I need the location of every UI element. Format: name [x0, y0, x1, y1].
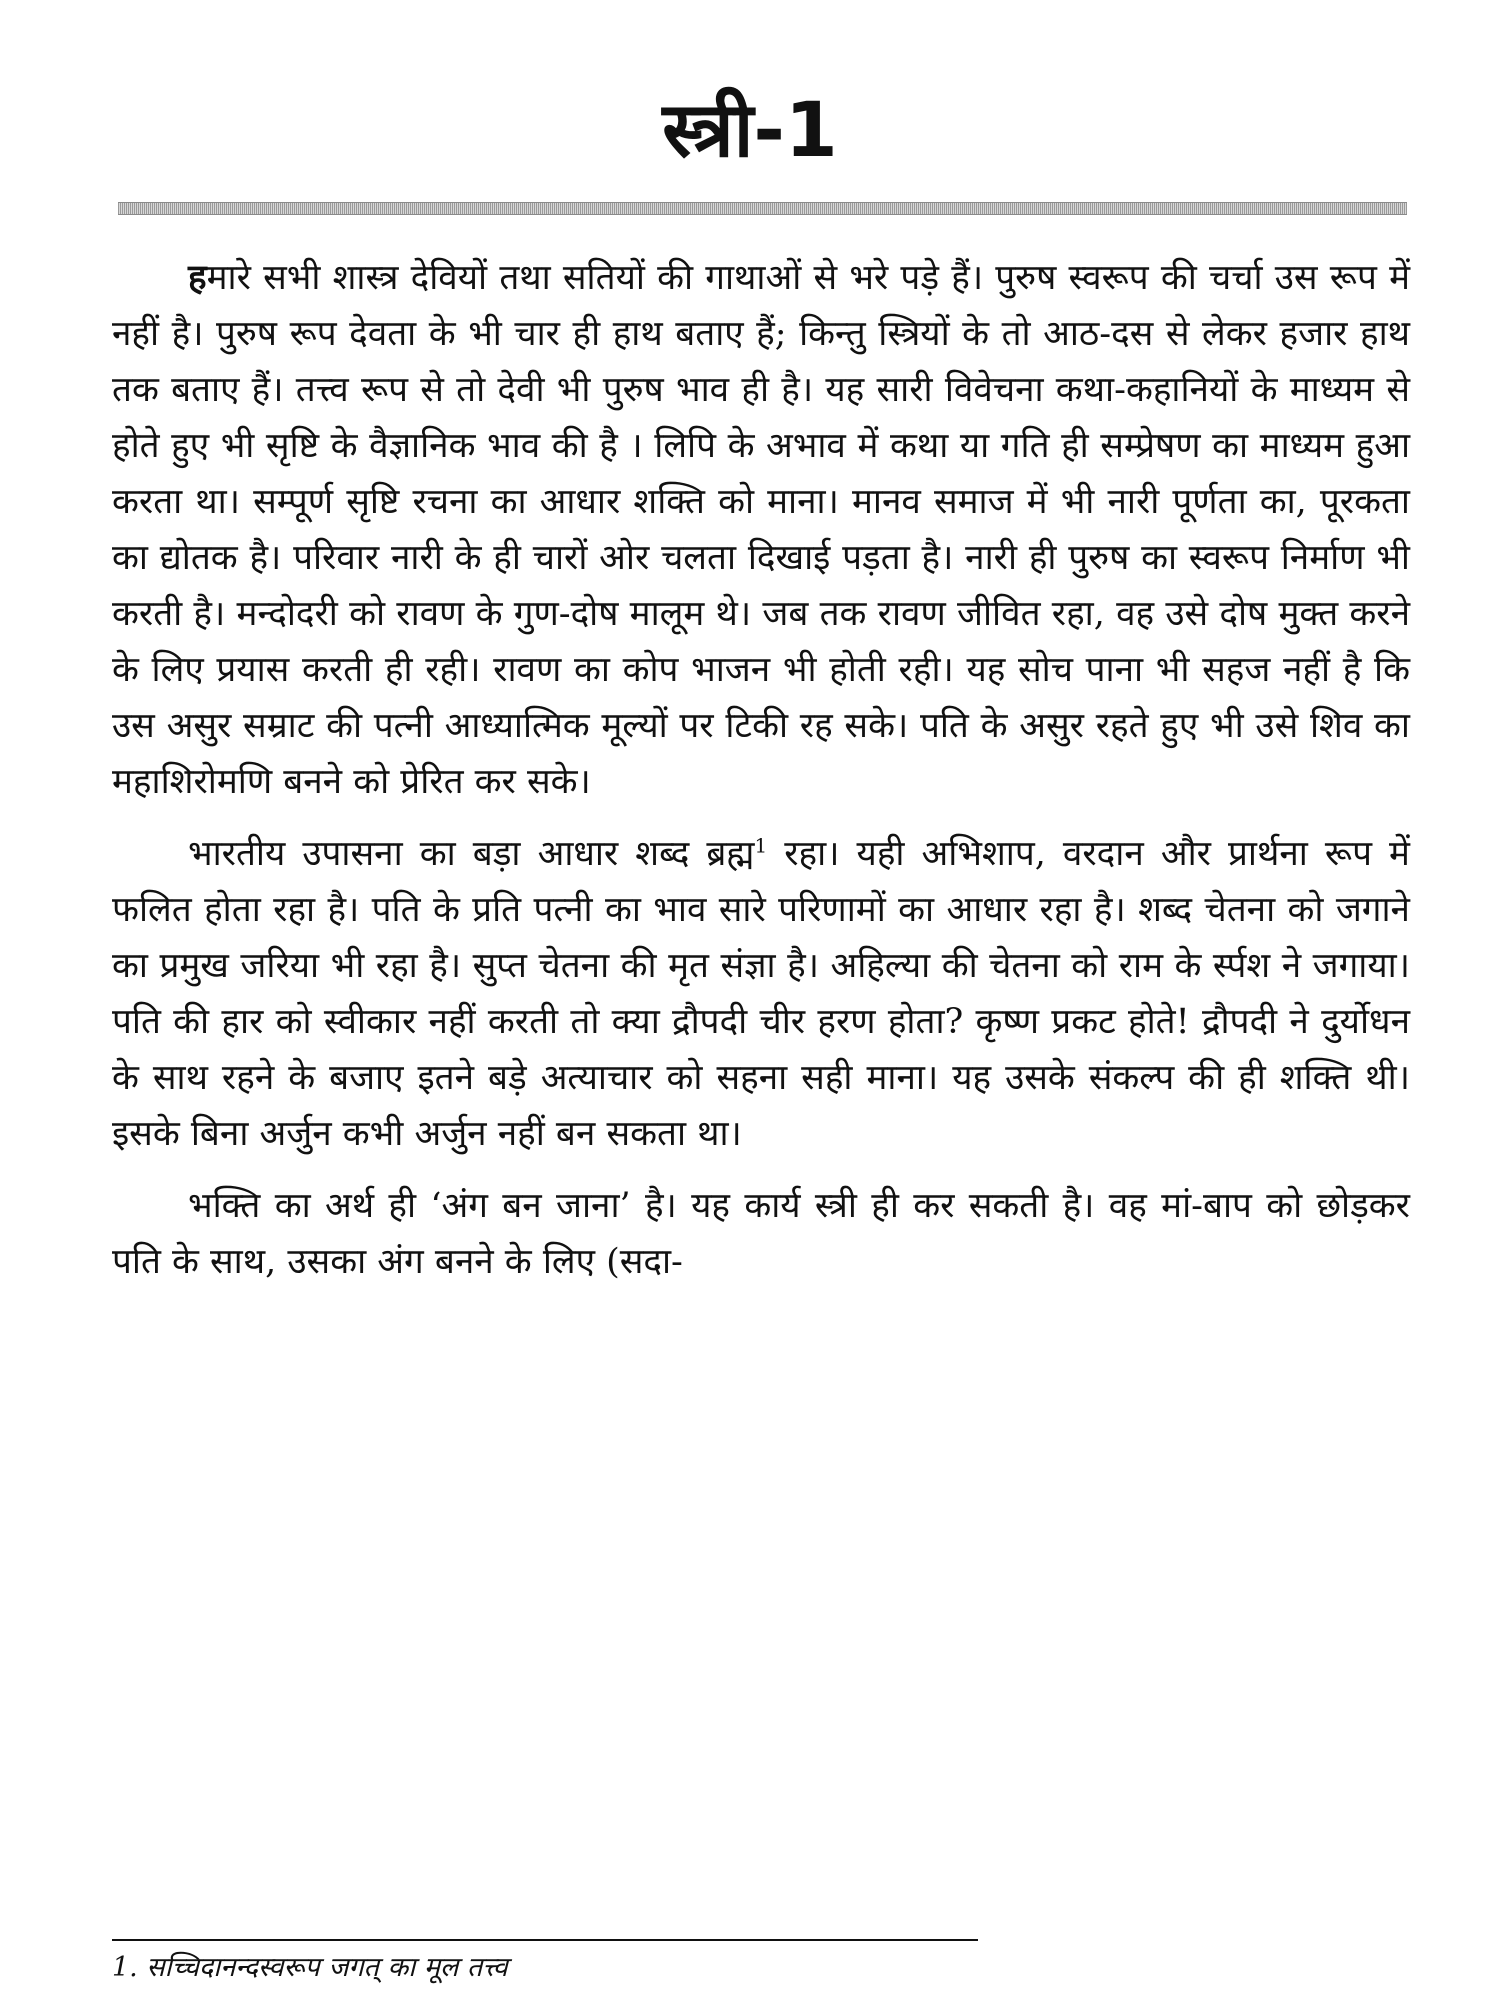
paragraph-2: [112, 826, 1410, 1162]
paragraph-2-text-after-note: रहा। यही अभिशाप, वरदान और प्रार्थना रूप में फलित होता रहा है। पति के प्रति पत्नी का भाव सारे परिणामों का आधार रहा है। शब्द चेतना को जगाने का प्रमुख जरिया भी रहा है। सुप्त चेतना की मृत संज्ञा है। अहिल्या की चेतना को राम के र्स्पश ने जगाया। पति की हार को स्वीकार नहीं करती तो क्या द्रौपदी चीर हरण होता? कृष्ण प्रकट होते! द्रौपदी ने दुर्योधन के साथ रहने के बजाए इतने बड़े अत्याचार को सहना सही माना। यह उसके संकल्प की ही शक्ति थी। इसके बिना अर्जुन कभी अर्जुन नहीं बन सकता था।: [112, 834, 1410, 1154]
paragraph-1-text: मारे सभी शास्त्र देवियों तथा सतियों की गाथाओं से भरे पड़े हैं। पुरुष स्वरूप की चर्चा उस रूप में नहीं है। पुरुष रूप देवता के भी चार ही हाथ बताए हैं; किन्तु स्त्रियों के तो आठ-दस से लेकर हजार हाथ तक बताए हैं। तत्त्व रूप से तो देवी भी पुरुष भाव ही है। यह सारी विवेचना कथा-कहानियों के माध्यम से होते हुए भी सृष्टि के वैज्ञानिक भाव की है । लिपि के अभाव में कथा या गति ही सम्प्रेषण का माध्यम हुआ करता था। सम्पूर्ण सृष्टि रचना का आधार शक्ति को माना। मानव समाज में भी नारी पूर्णता का, पूरकता का द्योतक है। परिवार नारी के ही चारों ओर चलता दिखाई पड़ता है। नारी ही पुरुष का स्वरूप निर्माण भी करती है। मन्दोदरी को रावण के गुण-दोष मालूम थे। जब तक रावण जीवित रहा, वह उसे दोष मुक्त करने के लिए प्रयास करती ही रही। रावण का कोप भाजन भी होती रही। यह सोच पाना भी सहज नहीं है कि उस असुर सम्राट की पत्नी आध्यात्मिक मूल्यों पर टिकी रह सके। पति के असुर रहते हुए भी उसे शिव का महाशिरोमणि बनने को प्रेरित कर सके।: [112, 258, 1410, 802]
footnote-divider: [112, 1939, 978, 1941]
footnote-text: 1. सच्चिदानन्दस्वरूप जगत् का मूल तत्त्व: [112, 1952, 508, 1983]
paragraph-3-text: भक्ति का अर्थ ही ‘अंग बन जाना’ है। यह कार्य स्त्री ही कर सकती है। वह मां-बाप को छोड़कर पति के साथ, उसका अंग बनने के लिए (सदा-: [112, 1186, 1410, 1282]
paragraph-1: [112, 250, 1410, 810]
chapter-title: स्त्री-1: [662, 85, 838, 174]
title-divider: [118, 202, 1407, 215]
paragraph-1-lead: ह: [188, 257, 207, 298]
body-text: [112, 250, 1410, 1306]
footnote-marker[interactable]: 1: [754, 833, 768, 858]
paragraph-2-text-before-note: भारतीय उपासना का बड़ा आधार शब्द ब्रह्म: [188, 834, 755, 874]
paragraph-3: [112, 1178, 1410, 1290]
